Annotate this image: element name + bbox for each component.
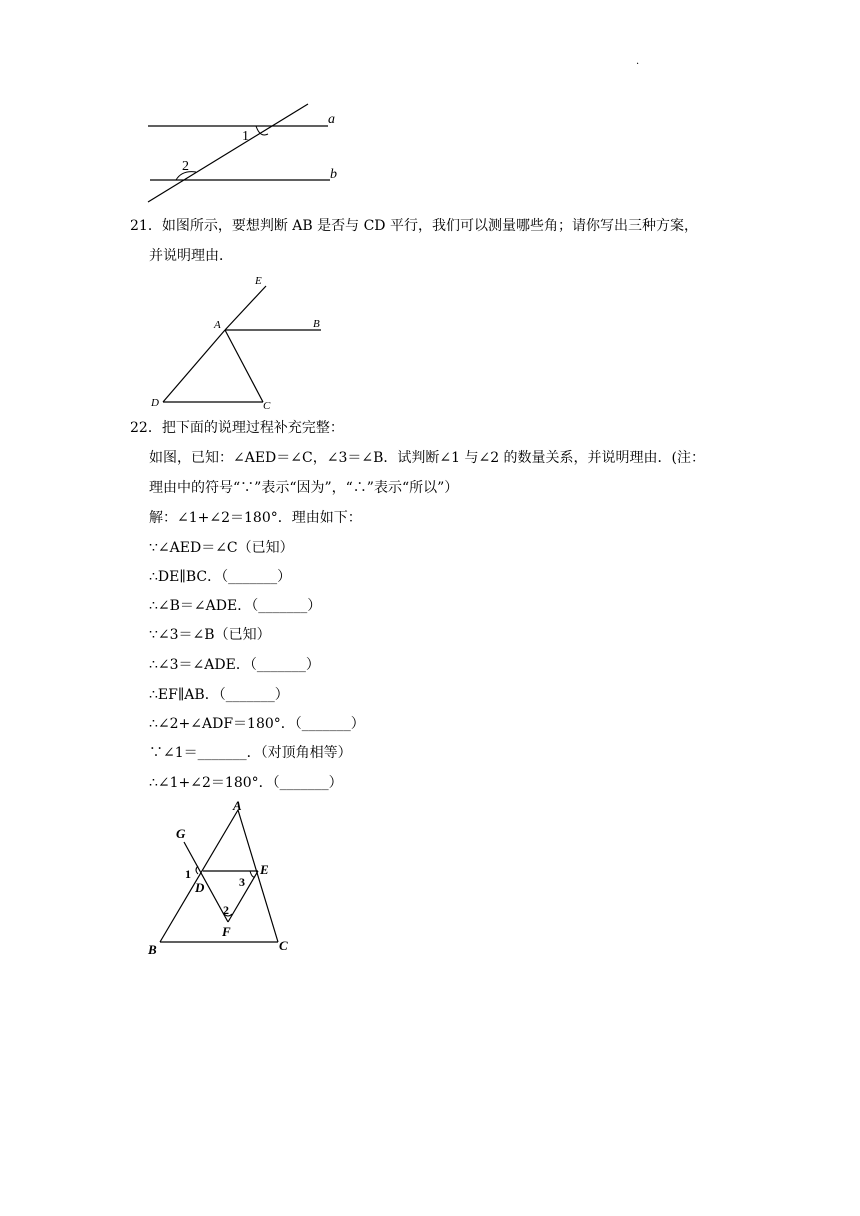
q22-step-9: ∴∠1+∠2＝180°．（_______） bbox=[149, 775, 343, 791]
figure-parallel-lines bbox=[140, 96, 360, 208]
label-b: b bbox=[330, 167, 337, 182]
side-ab bbox=[160, 810, 238, 942]
q21-line2: 并说明理由． bbox=[149, 248, 233, 264]
label-E: E bbox=[255, 275, 262, 287]
ray-ae bbox=[225, 286, 266, 330]
segment-ac bbox=[225, 330, 263, 402]
label-C: C bbox=[263, 400, 271, 412]
figure-q22 bbox=[140, 798, 300, 960]
label-C: C bbox=[279, 938, 288, 953]
label-A: A bbox=[214, 319, 221, 331]
label-1: 1 bbox=[242, 129, 249, 144]
label-A: A bbox=[233, 798, 242, 813]
q22-step-3: ∴∠B＝∠ADE．（_______） bbox=[149, 598, 322, 614]
label-3: 3 bbox=[239, 875, 245, 889]
label-1: 1 bbox=[185, 867, 191, 881]
label-F: F bbox=[222, 924, 231, 939]
q21-line1: 21．如图所示，要想判断 AB 是否与 CD 平行，我们可以测量哪些角；请你写出三种方案， bbox=[130, 218, 698, 234]
label-D: D bbox=[151, 397, 159, 409]
q22-step-0: 解：∠1+∠2＝180°．理由如下： bbox=[149, 510, 362, 526]
label-G: G bbox=[176, 826, 186, 841]
label-2: 2 bbox=[223, 903, 229, 917]
label-D: D bbox=[195, 880, 205, 895]
q22-step-5: ∴∠3＝∠ADE．（_______） bbox=[149, 657, 320, 673]
q22-intro2: 理由中的符号“∵”表示“因为”，“∴”表示“所以”） bbox=[149, 480, 459, 496]
q22-intro1: 如图，已知：∠AED＝∠C，∠3＝∠B．试判断∠1 与∠2 的数量关系，并说明理由．(注： bbox=[149, 450, 706, 466]
figure-q21 bbox=[145, 272, 335, 412]
q22-step-7: ∴∠2+∠ADF＝180°．（_______） bbox=[149, 716, 365, 732]
header-dot: . bbox=[636, 56, 640, 67]
q22-step-8: ∵∠1＝_______．（对顶角相等） bbox=[149, 745, 352, 761]
q22-step-2: ∴DE∥BC．（_______） bbox=[149, 569, 292, 585]
label-E: E bbox=[260, 862, 269, 877]
label-2: 2 bbox=[182, 159, 189, 174]
angle-1-arc bbox=[256, 126, 268, 135]
segment-ad bbox=[163, 330, 225, 402]
label-B: B bbox=[148, 942, 157, 957]
label-B: B bbox=[313, 318, 320, 330]
transversal bbox=[148, 104, 308, 202]
q22-step-1: ∵∠AED＝∠C（已知） bbox=[149, 540, 294, 556]
q22-step-6: ∴EF∥AB．（_______） bbox=[149, 687, 289, 703]
ray-gf bbox=[184, 842, 228, 922]
label-a: a bbox=[328, 112, 335, 127]
q22-title: 22．把下面的说理过程补充完整： bbox=[130, 420, 344, 436]
q22-step-4: ∵∠3＝∠B（已知） bbox=[149, 627, 271, 643]
